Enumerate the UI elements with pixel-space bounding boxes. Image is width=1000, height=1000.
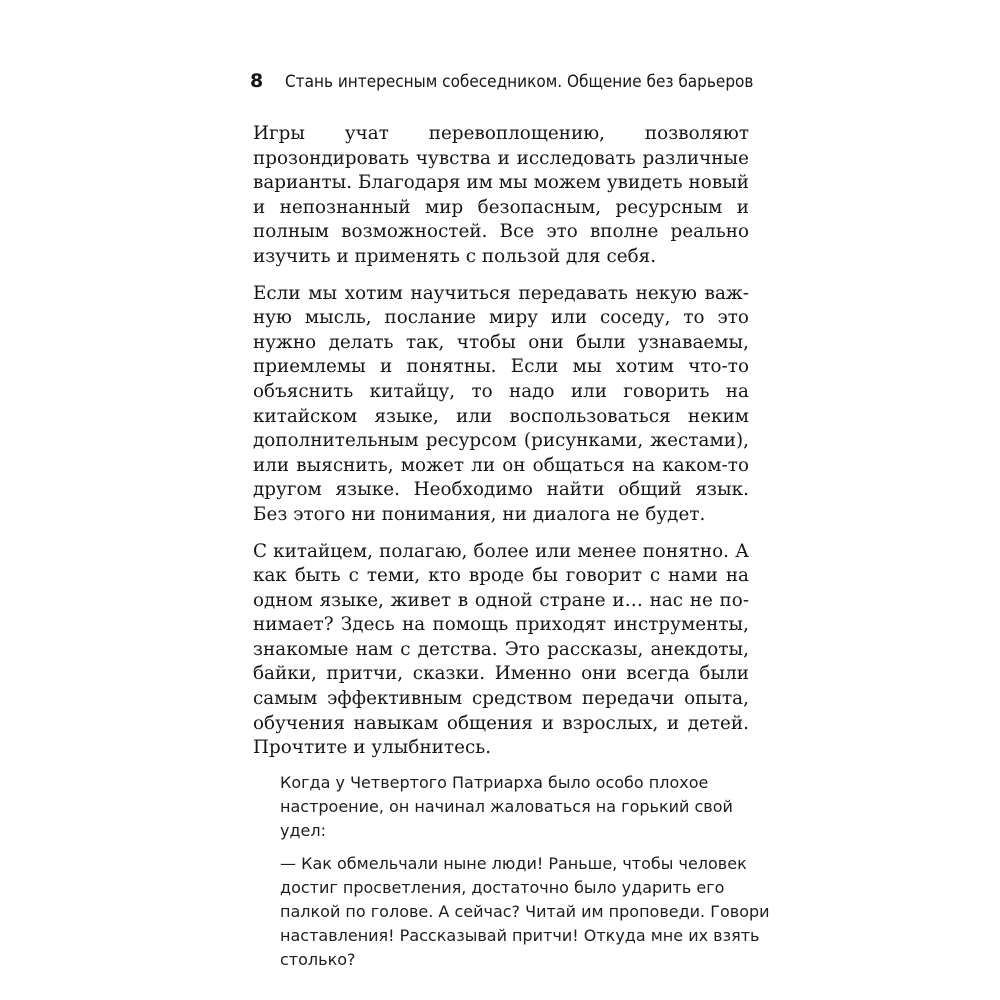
body-paragraph-3: С китайцем, полагаю, более или менее понятно. А как быть с теми, кто вроде бы говорит с нами на одном языке, живет в одной стране и… нас не понимает? Здесь на помощь приходят инструменты, знакомые нам с детства. Это рассказы, анекдоты, байки, притчи, сказки. Именно они всегда были самым эффективным средством передачи опыта, обучения навыкам общения и взрослых, и детей. Прочтите и улыбнитесь.	[253, 540, 749, 759]
body-paragraph-1: Игры учат перевоплощению, позволяют прозондировать чувства и исследовать различные варианты. Благодаря им мы можем увидеть новый и непознанный мир безопасным, ресурсным и полным возможностей. Все это вполне реально изучить и применять с пользой для себя.	[253, 123, 749, 267]
quote-paragraph-2: — Как обмельчали ныне люди! Раньше, чтобы человек достиг просветления, достаточно было ударить его палкой по голове. А сейчас? Читай им проповеди. Говори наставления! Рассказывай притчи! Откуда мне их взять столько?	[280, 853, 770, 970]
running-header	[250, 66, 770, 96]
page-number: 8	[250, 70, 264, 92]
body-paragraph-2: Если мы хотим научиться передавать некую важную мысль, послание миру или соседу, то это нужно делать так, чтобы они были узнаваемы, приемлемы и понятны. Если мы хотим что-то объяснить китайцу, то надо или говорить на китайском языке, или воспользоваться неким дополнительным ресурсом (рисунками, жестами), или выяснить, может ли он общаться на каком-то другом языке. Необходимо найти общий язык. Без этого ни понимания, ни диалога не будет.	[253, 282, 749, 525]
main-text	[253, 122, 749, 773]
book-title: Стань интересным собеседником. Общение без барьеров	[285, 72, 754, 92]
quote-paragraph-1: Когда у Четвертого Патриарха было особо плохое настроение, он начинал жаловаться на горький свой удел:	[280, 773, 733, 841]
parable-quote	[280, 771, 770, 981]
